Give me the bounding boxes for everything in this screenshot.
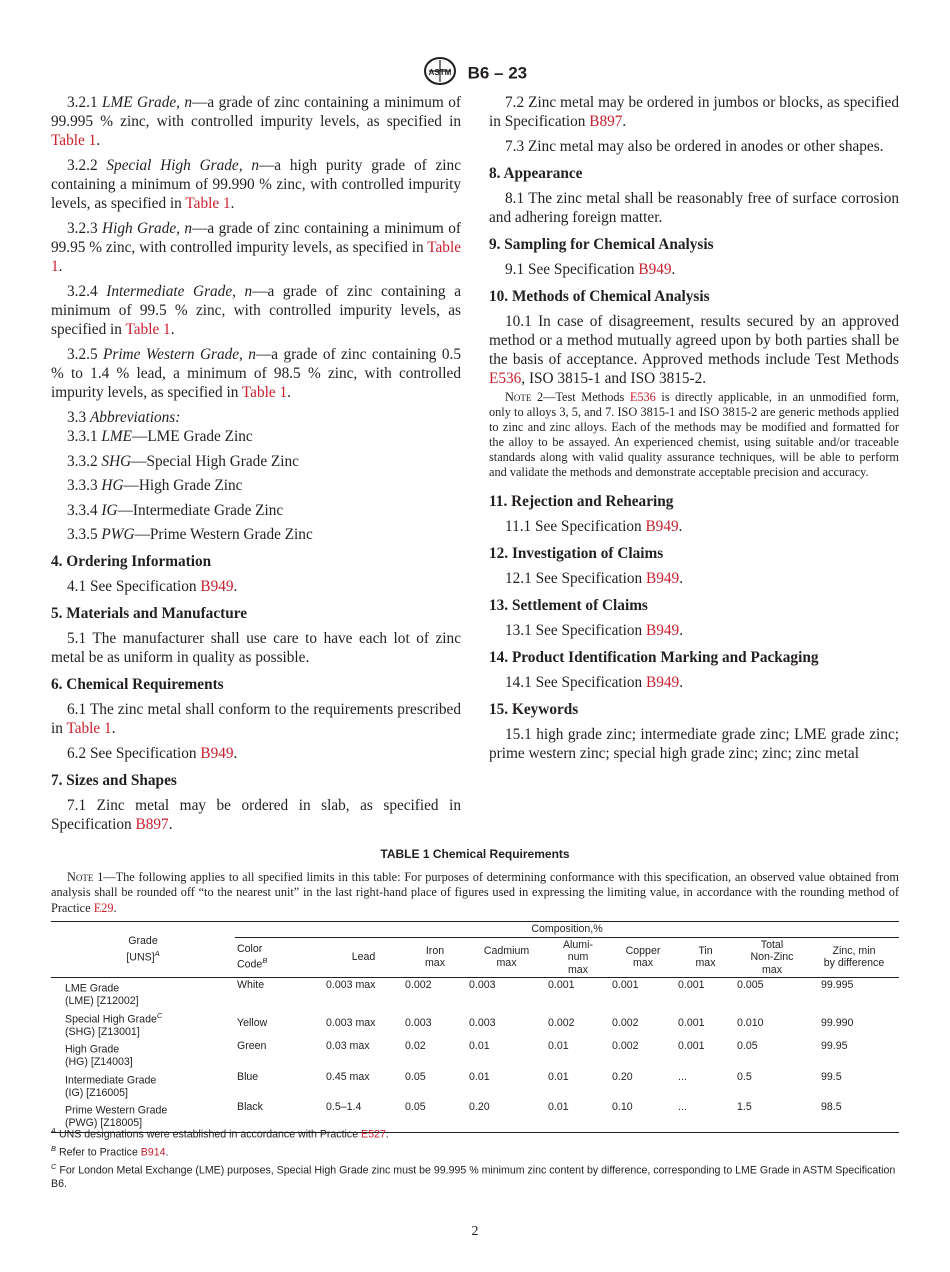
footnote-c: $^C$ For London Metal Exchange (LME) purposes, Special High Grade zinc must be 99.995 % minimum zinc content by difference, corresponding to LME Grade in ASTM Specification B6. [51,1162,896,1191]
copper-cell: 0.10 [610,1100,676,1132]
iron-cell: 0.002 [405,979,432,991]
table1-link[interactable]: Table 1 [241,384,288,401]
color-cell: Yellow [237,1016,268,1029]
table1-link[interactable]: Table 1 [125,321,171,338]
abbr-item: 3.3.2 SHG—Special High Grade Zinc [67,452,299,470]
cadmium-cell: 0.20 [467,1100,546,1132]
tin-cell: ... [678,1070,687,1083]
zinc-cell: 99.990 [821,1016,854,1029]
para-15-1: 15.1 high grade zinc; intermediate grade zinc; LME grade zinc; prime western zinc; special high grade zinc; zinc; zinc metal [489,726,899,762]
para-13-1: 13.1 See Specification B949. [505,622,684,639]
para-7-1: 7.1 Zinc metal may be ordered in slab, as specified in Specification B897. [51,797,461,833]
lead-header: Lead [324,937,403,978]
copper-cell: 0.20 [612,1070,633,1083]
zinc-cell: 99.5 [821,1070,842,1083]
grade-cell: Prime Western Grade (PWG) [Z18005] [51,1100,235,1132]
cadmium-cell: 0.003 [469,979,496,991]
color-cell: Black [235,1100,324,1132]
table-caption: TABLE 1 Chemical Requirements [380,847,570,861]
aluminum-cell: 0.002 [548,1016,575,1029]
tin-cell: 0.001 [678,1040,705,1053]
section-heading: 8. Appearance [489,165,583,182]
page-number: 2 [471,1224,479,1239]
para-7-2: 7.2 Zinc metal may be ordered in jumbos or blocks, as specified in Specification B897. [489,94,899,130]
para-7-3: 7.3 Zinc metal may also be ordered in anodes or other shapes. [505,138,884,155]
para-3-3: 3.3 Abbreviations: [67,409,181,426]
b897-link[interactable]: B897 [135,816,169,833]
zinc-header: Zinc, min by difference [809,937,899,978]
iron-cell: 0.05 [405,1070,426,1083]
b897-link[interactable]: B897 [589,113,623,130]
copper-cell: 0.001 [612,979,639,991]
para-3-2-1: 3.2.1 LME Grade, n—a grade of zinc containing a minimum of 99.995 % zinc, with controlled impurity levels, as specified in Table 1. [51,94,461,149]
note-2: Note 2—Test Methods E536 is directly applicable, in an unmodified form, only to alloys 3, 5, and 7. ISO 3815-1 and ISO 3815-2 are generic methods applied to zinc and zinc alloys. Each of the methods may be modified and formatted for the alloy to be assayed. An experienced chemist, using suitable and/or traceable standards along with valid quality assurance techniques, will be able to perform and validate the methods and demonstrate acceptable precision and accuracy. [489,390,899,479]
b949-link[interactable]: B949 [638,261,672,278]
para-6-1: 6.1 The zinc metal shall conform to the requirements prescribed in Table 1. [51,701,461,737]
right-column [489,93,899,769]
b949-link[interactable]: B949 [645,518,679,535]
table1-link[interactable]: Table 1 [51,239,461,275]
svg-text:ASTM: ASTM [428,68,452,77]
left-column [51,93,461,840]
abbr-item: 3.3.1 LME—LME Grade Zinc [67,428,253,445]
copper-cell: 0.002 [612,1016,639,1029]
total-cell: 0.005 [737,979,764,991]
e29-link[interactable]: E29 [93,900,114,915]
copper-header: Copper max [610,937,676,978]
total-cell: 0.05 [737,1040,758,1053]
b949-link[interactable]: B949 [646,622,680,639]
tin-cell: 0.001 [678,979,705,991]
lead-cell: 0.003 max [326,1016,376,1029]
table-row [51,1070,899,1101]
table1-link[interactable]: Table 1 [66,720,112,737]
para-5-1: 5.1 The manufacturer shall use care to have each lot of zinc metal be as uniform in quality as possible. [51,630,461,666]
aluminum-cell: 0.01 [548,1070,569,1083]
section-heading: 7. Sizes and Shapes [51,772,177,789]
b949-link[interactable]: B949 [200,745,234,762]
total-cell: 0.5 [737,1070,752,1083]
table-row [51,1009,899,1040]
b949-link[interactable]: B949 [646,674,680,691]
para-8-1: 8.1 The zinc metal shall be reasonably free of surface corrosion and adhering foreign matter. [489,190,899,226]
para-3-2-4: 3.2.4 Intermediate Grade, n—a grade of zinc containing a minimum of 99.5 % zinc, with controlled impurity levels, as specified in Table 1. [51,283,461,338]
footnote-a: $^A$ UNS designations were established in accordance with Practice E527. [51,1126,389,1141]
section-heading: 6. Chemical Requirements [51,676,224,693]
table-note: Note 1—The following applies to all specified limits in this table: For purposes of determining conformance with this specification, an observed value obtained from analysis shall be rounded off “to the nearest unit” in the last right-hand place of figures used in expressing the limiting value, in accordance with the rounding method of Practice E29. [51,870,899,915]
page-header [0,56,950,91]
section-heading: 12. Investigation of Claims [489,545,664,562]
para-3-2-3: 3.2.3 High Grade, n—a grade of zinc containing a minimum of 99.95 % zinc, with controlled impurity levels, as specified in Table 1. [51,220,461,275]
copper-cell: 0.002 [612,1040,639,1053]
section-heading: 11. Rejection and Rehearing [489,493,674,510]
section-heading: 13. Settlement of Claims [489,597,648,614]
lead-cell: 0.5–1.4 [324,1100,403,1132]
section-heading: 15. Keywords [489,701,579,718]
tin-header: Tin max [676,937,735,978]
iron-cell: 0.05 [403,1100,467,1132]
para-9-1: 9.1 See Specification B949. [505,261,676,278]
table-row [51,1039,899,1070]
total-cell: 0.010 [737,1016,764,1029]
table1-link[interactable]: Table 1 [185,195,231,212]
para-3-2-5: 3.2.5 Prime Western Grade, n—a grade of zinc containing 0.5 % to 1.4 % lead, a minimum of 98.5 % zinc, with controlled impurity levels, as specified in Table 1. [51,346,461,401]
lead-cell: 0.45 max [326,1070,370,1083]
color-cell: Blue [237,1070,259,1083]
total-header: Total Non-Zinc max [735,937,809,978]
aluminum-header: Alumi- num max [546,937,610,978]
aluminum-cell: 0.01 [548,1040,569,1053]
section-heading: 4. Ordering Information [51,553,212,570]
astm-logo-icon [423,56,457,91]
para-10-1: 10.1 In case of disagreement, results secured by an approved method or a method mutually agreed upon by both parties shall be the basis of acceptance. Approved methods include Test Methods E536, ISO 3815-1 and ISO 3815-2. [489,313,899,387]
zinc-cell: 99.995 [821,979,854,991]
e536-link[interactable]: E536 [489,370,522,387]
b949-link[interactable]: B949 [646,570,680,587]
table-row [51,978,899,1009]
section-heading: 9. Sampling for Chemical Analysis [489,236,714,253]
iron-header: Iron max [403,937,467,978]
color-cell: White [237,979,265,991]
color-cell: Green [237,1040,267,1053]
cadmium-cell: 0.01 [469,1040,490,1053]
abbr-item: 3.3.3 HG—High Grade Zinc [67,477,243,494]
grade-cell: Special High Grade$^C$ (SHG) [Z13001] [65,1010,163,1038]
b949-link[interactable]: B949 [200,578,234,595]
aluminum-cell: 0.01 [546,1100,610,1132]
footnote-b: $^B$ Refer to Practice B914. [51,1144,169,1159]
grade-cell: LME Grade (LME) [Z12002] [65,982,139,1008]
abbr-item: 3.3.4 IG—Intermediate Grade Zinc [67,501,284,519]
table1-link[interactable]: Table 1 [51,132,97,149]
zinc-cell: 98.5 [809,1100,899,1132]
grade-cell: Intermediate Grade (IG) [Z16005] [65,1074,157,1099]
para-14-1: 14.1 See Specification B949. [505,674,684,691]
color-header: Color Code$^B$ [235,937,324,978]
section-heading: 5. Materials and Manufacture [51,605,248,622]
iron-cell: 0.003 [405,1016,432,1029]
cadmium-cell: 0.01 [469,1070,490,1083]
cadmium-cell: 0.003 [469,1016,496,1029]
zinc-cell: 99.95 [821,1040,848,1053]
para-12-1: 12.1 See Specification B949. [505,570,684,587]
e527-link[interactable]: E527 [361,1128,386,1141]
abbr-item: 3.3.5 PWG—Prime Western Grade Zinc [67,526,313,543]
tin-cell: 0.001 [678,1016,705,1029]
table-footnotes [51,1124,899,1192]
para-3-2-2: 3.2.2 Special High Grade, n—a high purity grade of zinc containing a minimum of 99.990 % zinc, with controlled impurity levels, as specified in Table 1. [51,157,461,212]
tin-cell: ... [676,1100,735,1132]
aluminum-cell: 0.001 [548,979,575,991]
iron-cell: 0.02 [405,1040,426,1053]
section-heading: 10. Methods of Chemical Analysis [489,288,710,305]
para-6-2: 6.2 See Specification B949. [67,745,238,762]
lead-cell: 0.03 max [326,1040,370,1053]
grade-header: Grade [UNS]$^A$ [51,922,235,978]
total-cell: 1.5 [735,1100,809,1132]
chemical-requirements-table [51,921,899,1133]
cadmium-header: Cadmium max [467,937,546,978]
para-4-1: 4.1 See Specification B949. [67,578,238,595]
grade-cell: High Grade (HG) [Z14003] [65,1043,133,1069]
b914-link[interactable]: B914 [140,1146,166,1159]
lead-cell: 0.003 max [326,979,376,991]
e536-link[interactable]: E536 [629,390,656,404]
para-11-1: 11.1 See Specification B949. [505,518,683,535]
section-heading: 14. Product Identification Marking and Packaging [489,649,819,666]
standard-code: B6 – 23 [467,63,528,83]
composition-header: Composition,% [235,922,899,938]
